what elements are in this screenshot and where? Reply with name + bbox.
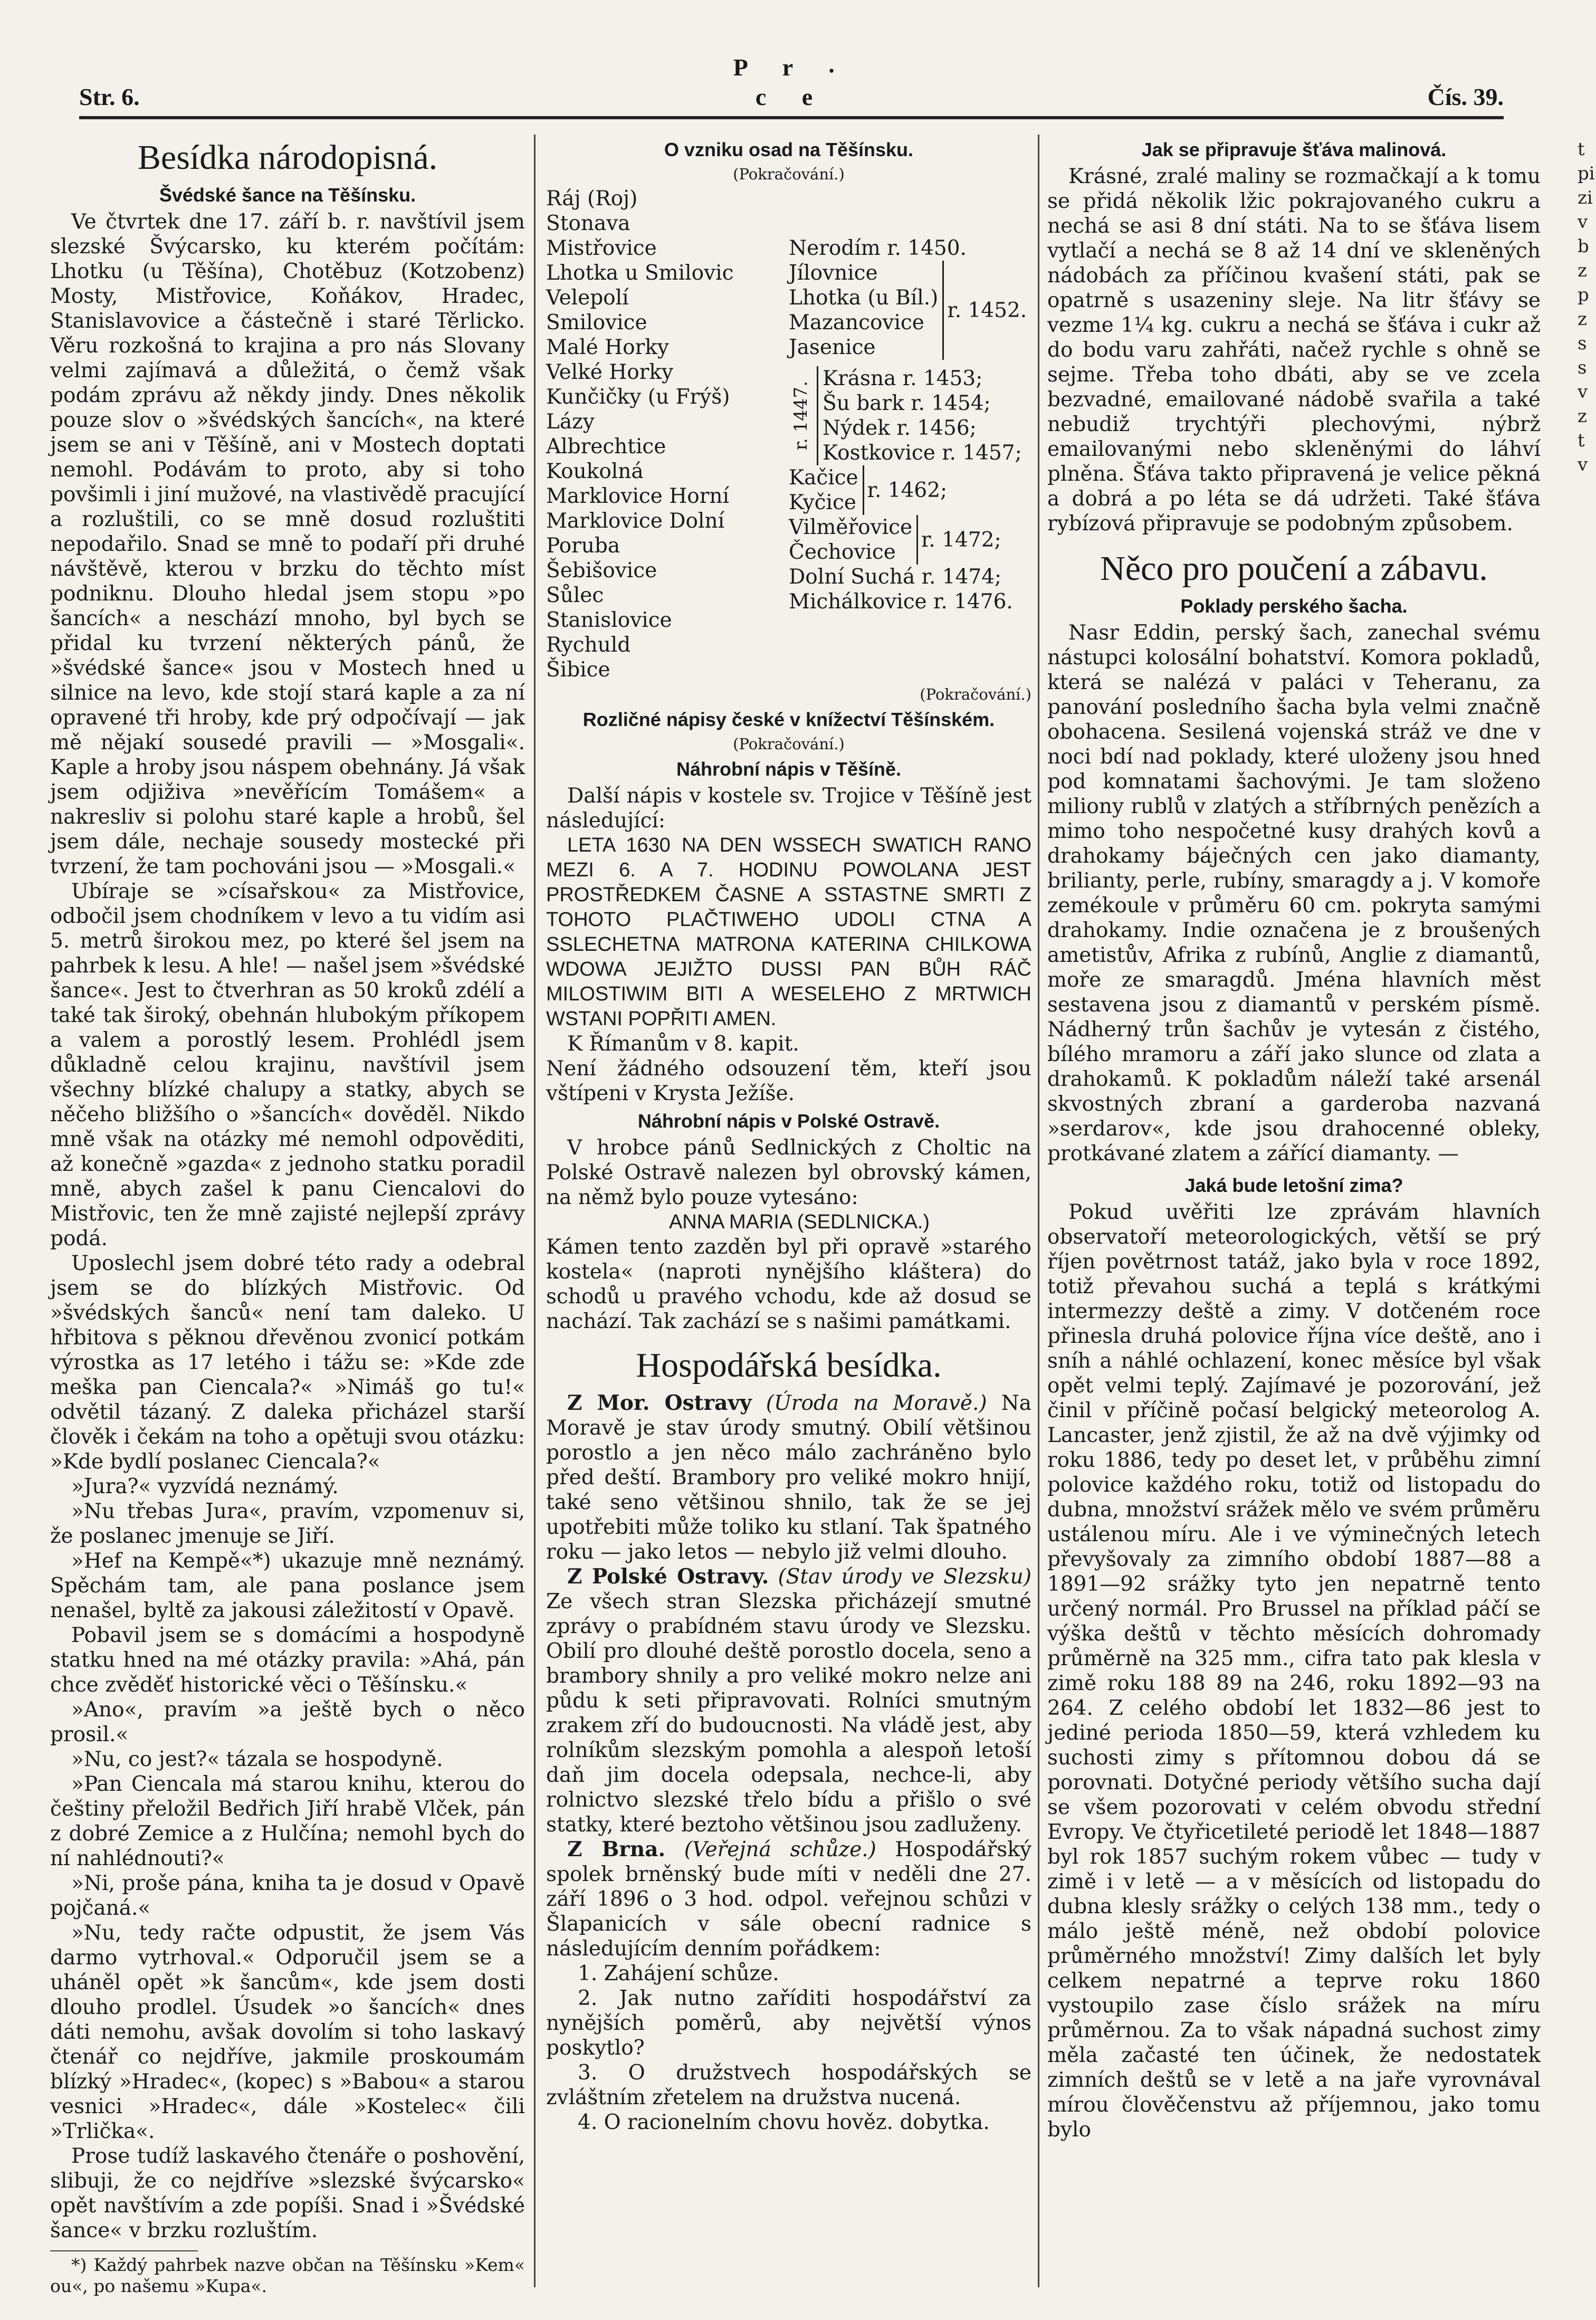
news-item — [546, 1391, 1031, 1564]
agenda-item: 3. O družstvech hospodářských se zvláštním zřetelem na družstva nucená. — [546, 2061, 1031, 2109]
article-title: Jak se připravuje šťáva malinová. — [1141, 139, 1447, 160]
bracket-group — [789, 261, 1031, 360]
paragraph: Uposlechl jsem dobré této rady a odebral jsem se do blízkých Mistřovic. Od »švédských šanců« není tam daleko. U hřbitova s pěknou dřevěnou zvonicí potkám výrostka as 17 letého i tážu se: »Kde zde meška pan Ciencala?« »Nimáš go tu!« odvětil tázaný. Z daleka přicházel starší člověk i čekám na toho a opětuji svou otázku: »Kde bydlí poslanec Ciencala?« — [50, 1252, 525, 1474]
paragraph: Nasr Eddin, perský šach, zanechal svému nástupci kolosální bohatství. Komora pokladů, která se nalézá v paláci v Teheranu, za panování posledního šacha byla velmi značně obohacena. Sesilená vojenská stráž ve dne v noci bdí nad poklady, které uloženy jsou hned pod komnatami šachovými. Je tam složeno miliony rublů v zlatých a stříbrných penězích a mimo toho nespočetné kusy drahých kovů a drahokamy báječných cen jako diamanty, brilianty, perle, rubíny, smaragdy a j. V komoře zemékoule v průměru 60 cm. pokryta samými drahokamy. Indie označena je z broušených ametistův, Afrika z rubínů, Anglie z diamantů, moře ze smaragdů. Jména hlavních měst sestavena jsou z diamantů v perském písmě. Nádherný trůn šachův je vytesán z čistého, bílého mramoru a září jako slunce od zlata a drahokamů. K pokladům náleží také arsenál skvostných zbraní a garderoba nazvaná »serdarov«, kde jsou drahocenné obleky, protkávané zlatem a zářící diamanty. — — [1047, 621, 1541, 1166]
paragraph: »Nu, co jest?« tázala se hospodyně. — [71, 1748, 443, 1771]
paragraph: Pobavil jsem se s domácími a hospodyně statku hned na mé otázky pravila: »Ahá, pán chce zvěděť historické věci o Těšínsku.« — [50, 1624, 525, 1697]
settlement-list — [546, 186, 1031, 682]
list-item: Michálkovice r. 1476. — [789, 590, 1013, 614]
agenda-list — [546, 1961, 1031, 2135]
paragraph: »Nu, tedy račte odpustit, že jsem Vás darmo vytrhoval.« Odporučil jsem se a uháněl opět »k šancům«, kde jsem dosti dlouho prodlel. Úsudek »o šancích« dnes dáti nemohu, avšak dovolím si toho laskavý čtenář co nejdříve, jakmile proskoumám blízký »Hradec«, (kopec) s »Babou« a starou vesnici »Hradec«, dále »Kostelec« čili »Trlička«. — [50, 1921, 525, 2143]
paragraph: Není žádného odsouzení těm, kteří jsou vštípeni v Krysta Ježíše. — [546, 1057, 1031, 1105]
paragraph: Kámen tento zazděn byl při opravě »starého kostela« (naproti nynějšího kláštera) do schodů u pravého vchodu, kde až dosud se nachází. Tak zachází se s našimi památkami. — [546, 1235, 1031, 1333]
footnote: *) Každý pahrbek nazve občan na Těšínsku »Kem« ou«, po našemu »Kupa«. — [50, 2255, 525, 2296]
list-item: Smilovice — [546, 311, 647, 335]
list-item: Rychuld — [546, 633, 631, 657]
bracket-group — [789, 515, 1031, 565]
item-lead: Z Brna. — [567, 1837, 666, 1861]
list-item: Poruba — [546, 534, 620, 558]
bracket-year: r. 1447. — [790, 381, 811, 451]
bracket-items — [817, 366, 1022, 465]
continued-note: (Pokračování.) — [733, 165, 845, 183]
bracket-group — [789, 465, 1031, 515]
settlement-list-right — [778, 186, 1031, 682]
list-item: Kostkovice r. 1457; — [823, 441, 1022, 465]
list-item: Čechovice — [789, 540, 896, 564]
paragraph: Krásné, zralé maliny se rozmačkají a k tomu se přidá několik lžic pokrajovaného cukru a nechá se asi 8 dní státi. Na to se šťáva lisem vytlačí a nechá se 8 až 14 dní ve skleněných nádobách za příčinou kvašení státi, pak se opatrně s usazeniny sleje. Na litr šťávy se vezme 1¼ kg. cukru a nechá se šťáva i cukr až do bodu varu zahřáti, načež rychle s ohně se sejme. Třeba toho dbáti, aby se ve zcela bezvadné, emailované nádobě svařila a také nebudiž trychtýři plechovými, nýbrž emailovanými nebo skleněnými do láhví plněna. Šťáva takto připravená je velice pěkná a dobrá a po léta se dá udržeti. Také šťáva rybízová připravuje se podobným způsobem. — [1047, 165, 1541, 536]
bracket-group — [789, 366, 1031, 465]
list-item: Nerodím r. 1450. — [789, 236, 967, 260]
list-item: Stanislovice — [546, 608, 672, 632]
article-title: Jaká bude letošní zima? — [1184, 1175, 1403, 1196]
list-item: Ráj (Roj) — [546, 187, 638, 211]
list-item: Kačice — [789, 466, 858, 490]
list-item: Mazancovice — [789, 311, 924, 335]
item-lead: Z Polské Ostravy. — [567, 1564, 769, 1589]
paragraph: »Jura?« vyzvídá neznámý. — [71, 1475, 339, 1498]
column-divider — [1038, 135, 1039, 2287]
section-title: Hospodářská besídka. — [636, 1346, 942, 1385]
agenda-item: 2. Jak nutno zaříditi hospodářství za nynějších poměrů, aby největší výnos poskytlo? — [546, 1987, 1031, 2060]
item-lead: Z Mor. Ostravy — [567, 1391, 752, 1415]
article-title: O vzniku osad na Těšínsku. — [664, 139, 914, 160]
agenda-item: 1. Zahájení schůze. — [578, 1962, 779, 1985]
masthead-title: P r ⸳ c e — [733, 54, 850, 110]
list-item: Malé Horky — [546, 336, 669, 359]
footnote-rule — [50, 2250, 198, 2251]
adjacent-page-edge: t pi zi v b z p z s s v z t v — [1578, 139, 1595, 475]
item-text: Na Moravě je stav úrody smutný. Obilí většinou porostlo a jen něco málo zachráněno bylo před deští. Brambory pro veliké mokro hnijí, také seno většinou shnilo, tak že se jej upotřebiti může toliko ku stlaní. Tak špatného roku — jako letos — nebylo již velmi dlouho. — [546, 1391, 1032, 1564]
list-item: Sůlec — [546, 584, 604, 607]
item-text: Hospodářský spolek brněnský bude míti v neděli dne 27. září 1896 o 3 hod. odpol. veřejnou schůzi v Šlapanicích v sále obecní radnice s následujícím denním pořádkem: — [546, 1838, 1031, 1961]
paragraph: »Hef na Kempě«*) ukazuje mně neznámý. Spěchám tam, ale pana poslance jsem nenašel, byltě za jakousi záležitostí v Opavě. — [50, 1549, 525, 1622]
paragraph: »Pan Ciencala má starou knihu, kterou do češtiny přeložil Bedřich Jiří hrabě Vlček, pán z dobré Zemice a z Hulčína; nemohl bych do ní nahlédnouti?« — [50, 1772, 525, 1870]
continued-note: (Pokračování.) — [733, 735, 845, 753]
column-2 — [546, 135, 1031, 2135]
bracket-year: r. 1452. — [947, 298, 1027, 322]
continued-note: (Pokračování.) — [920, 685, 1031, 703]
item-source: (Úroda na Moravě.) — [766, 1391, 987, 1415]
page-number: Str. 6. — [79, 83, 140, 110]
list-item: Šibice — [546, 658, 610, 682]
list-item: Lhotka u Smilovic — [546, 261, 734, 285]
article-title: Poklady perského šacha. — [1180, 595, 1408, 617]
article-body — [50, 209, 525, 2243]
page-header — [79, 54, 1504, 119]
subsection-title: Náhrobní nápis v Těšíně. — [676, 758, 902, 780]
paragraph: Pokud uvěřiti lze zprávám hlavních observatoří meteorologických, větší se prý říjen povětrnost tatáž, jako byla v roce 1892, totiž převahou suchá a teplá s krátkými intermezzy deště a zimy. V dotčeném roce přinesla druhá polovice října více deště, ano i sníh a náhlé ochlazení, konec měsíce byl však opět velmi teplý. Zajímavé je pozorování, jež činil v příčině počasí belgický meteorolog A. Lancaster, jenž zjistil, že až na dvě výjimky od roku 1886, tedy po deset let, v průběhu zimní polovice každého roku, totiž od listopadu do dubna, množství srážek mělo ve svém průměru ustálenou míru. Ale i ve výminečných letech převyšovaly za zimního období 1887—88 a 1891—92 srážky tyto jen nepatrně tento určený normál. Pro Brussel na příklad páčí se výška deštů v těchto měsících dohromady průměrně na 325 mm., cifra tato pak klesla v zimě roku 188 89 na 246, roku 1892—93 na 264. Z celého období let 1832—86 jest to jediné perioda 1850—59, která vzhledem ku suchosti zimy s přítomnou dobou dá se porovnati. Dotyčné periody většího sucha dají se všem pozorovati v celém obvodu střední Evropy. Ve čtyřicetileté periodě let 1848—1887 byl rok 1857 suchým rokem vůbec — tudy v zimě i v letě — a v měsících od listopadu do dubna klesly srážky o celých 138 mm., tedy o málo ještě méně, než období polovice průměrného množství! Zimy dalších let byly celkem nepatrné a teprve roku 1860 vystoupilo zase číslo srážek na míru průměrnou. Za to však nápadná suchost zimy měla začasté ten účinek, že nedostatek zimních deštů se v letě a na jaře vyrovnával mírou člověčenstvu až příjemnou, jako tomu bylo — [1047, 1200, 1541, 2142]
paragraph: V hrobce pánů Sedlnických z Choltic na Polské Ostravě nalezen byl obrovský kámen, na němž bylo pouze vytesáno: — [546, 1136, 1031, 1209]
list-item: Mistřovice — [546, 236, 657, 260]
section-title: Besídka národopisná. — [137, 138, 438, 177]
news-item — [546, 1837, 1031, 1961]
list-item: Jasenice — [789, 336, 876, 359]
item-source: (Stav úrody ve Slezsku) — [778, 1565, 1031, 1589]
list-item: Jílovnice — [789, 261, 878, 285]
list-item: Velké Horky — [546, 360, 674, 384]
paragraph: Prose tudíž laskavého čtenáře o poshovění, slibuji, že co nejdříve »slezské švýcarsko« opět navštívím a zde popíši. Snad i »Švédské šance« v brzku rozluštím. — [50, 2144, 525, 2242]
bracket-items — [789, 515, 918, 565]
list-item: Šu bark r. 1454; — [823, 392, 991, 415]
list-item: Marklovice Horní — [546, 484, 729, 508]
column-1 — [50, 135, 525, 2297]
subsection-title: Náhrobní nápis v Polské Ostravě. — [637, 1110, 940, 1132]
inscription: ANNA MARIA (SEDLNICKA.) — [668, 1211, 930, 1233]
paragraph: Další nápis v kostele sv. Trojice v Těšíně jest následující: — [546, 784, 1031, 833]
list-item: Lázy — [546, 410, 595, 434]
list-item: Albrechtice — [546, 435, 666, 459]
list-item: Vilměřovice — [789, 515, 913, 539]
paragraph: »Ano«, pravím »a ještě bych o něco prosil.« — [50, 1698, 525, 1746]
list-item: Krásna r. 1453; — [823, 367, 983, 390]
issue-number: Čís. 39. — [1427, 83, 1504, 110]
list-item: Kunčičky (u Frýš) — [546, 385, 730, 409]
paragraph: »Ni, proše pána, kniha ta je dosud v Opavě pojčaná.« — [50, 1872, 525, 1920]
settlement-list-left — [546, 186, 778, 682]
list-item: Nýdek r. 1456; — [823, 416, 977, 440]
bracket-year: r. 1472; — [921, 528, 1001, 552]
list-item: Stonava — [546, 212, 630, 235]
paragraph: Ve čtvrtek dne 17. září b. r. navštívil jsem slezské Švýcarsko, ku kterém počítám: Lhotku (u Těšína), Chotěbuz (Kotzobenz) Mosty, Mistřovice, Koňákov, Hradec, Stanislavovice a částečně i staré Těrlicko. Věru rozkošná to krajina a pro nás Slovany velmi zajímavá a důležitá, o čemž však podám zprávu až někdy jindy. Dnes několik pouze slov o »švédských šancích«, na které jsem se ani v Těšíně, ani v Mostech doptati nemohl. Podávám to proto, aby si toho povšimli i jiní mužové, na vlastivědě pracující a rozluštili, co se mně dosud rozluštiti nepodařilo. Snad se mně to podaří při druhé návštěvě, kterou v brzku do těchto míst podniknu. Dlouho hledal jsem stopu »po šancích« a neschází mnoho, byl bych se přidal ku tvrzení některých pánů, že »švédské šance« jsou v Mostech hned u silnice na levo, kde stojí stará kaple a za ní opravené tři hroby, kde prý odpočívají — jak mě nějakí sousedé pravili — »Mosgali«. Kaple a hroby jsou náspem obehnány. Já však jsem odjiživa »nevěřícím Tomášem« a nakresliv si polohu staré kaple a hrobů, šel jsem dále, nechaje sousedy mostecké při tvrzení, že tam pochováni jsou — »Mosgali.« — [50, 210, 525, 879]
list-item: Marklovice Dolní — [546, 509, 725, 533]
paragraph: Ubíraje se »císařskou« za Mistřovice, odbočil jsem chodníkem v levo a tu vidím asi 5. metrů širokou mez, po které šel jsem na pahrbek k lesu. A hle! — našel jsem »švédské šance«. Jest to čtverhran as 50 kroků zdélí a také tak široký, obehnán hlubokým příkopem a valem a porostlý lesem. Prohlédl jsem důkladně celou krajinu, navštívil jsem všechny blízké chalupy a statky, abych se něčeho bližšího o »šancích« dověděl. Nikdo mně však na otázky mé nemohl odpověditi, až konečně »gazda« z jednoho statku poradil mně, abych zašel k panu Ciencalovi do Mistřovic, ten že mně zajisté nejlepší zprávy podá. — [50, 880, 525, 1250]
bracket-items — [789, 465, 864, 515]
paragraph: K Římanům v 8. kapit. — [567, 1032, 799, 1056]
news-item — [546, 1564, 1031, 1837]
agenda-item: 4. O racionelním chovu hověz. dobytka. — [578, 2111, 990, 2134]
item-source: (Veřejná schůze.) — [684, 1838, 876, 1861]
list-item: Dolní Suchá r. 1474; — [789, 565, 1002, 589]
inscription: LETA 1630 NA DEN WSSECH SWATICH RANO MEZI 6. A 7. HODINU POWOLANA JEST PROSTŘEDKEM ČASNE A SSTASTNE SMRTI Z TOHOTO PLAČTIWEHO UDOLI CTNA A SSLECHETNA MATRONA KATERINA CHILKOWA WDOWA JEJIŽTO DUSSI PAN BŮH RÁČ MILOSTIWIM BITI A WESELEHO Z MRTWICH WSTANI POPŘITI AMEN. — [546, 834, 1031, 1030]
column-3 — [1047, 135, 1541, 2142]
article-title: Švédské šance na Těšínsku. — [159, 184, 416, 206]
list-item: Koukolná — [546, 460, 644, 483]
list-item: Kyčice — [789, 491, 856, 514]
paragraph: »Nu třebas Jura«, pravím, vzpomenuv si, že poslanec jmenuje se Jiří. — [50, 1500, 525, 1548]
bracket-items — [789, 261, 944, 360]
list-item: Lhotka (u Bíl.) — [789, 286, 939, 310]
article-title: Rozličné nápisy české v knížectví Těšínském. — [582, 709, 995, 730]
section-title: Něco pro poučení a zábavu. — [1100, 549, 1488, 588]
bracket-year: r. 1462; — [867, 478, 948, 502]
item-text: Ze všech stran Slezska přicházejí smutné zprávy o prabídném stavu úrody ve Slezsku. Obilí pro dlouhé deště porostlo docela, seno a brambory shnily a pro veliké mokro nelze ani půdu k seti připravovati. Rolníci smutným zrakem zří do budoucnosti. Na vládě jest, aby rolníkům slezským pomohla a alespoň letoší daň jim docela odepsala, nechce-li, aby rolnictvo slezské třelo bídu a přišlo o své statky, které beztoho většinou jsou zadluženy. — [546, 1590, 1031, 1837]
list-item: Velepolí — [546, 286, 629, 310]
list-item: Šebišovice — [546, 559, 657, 583]
column-divider — [534, 135, 536, 2287]
